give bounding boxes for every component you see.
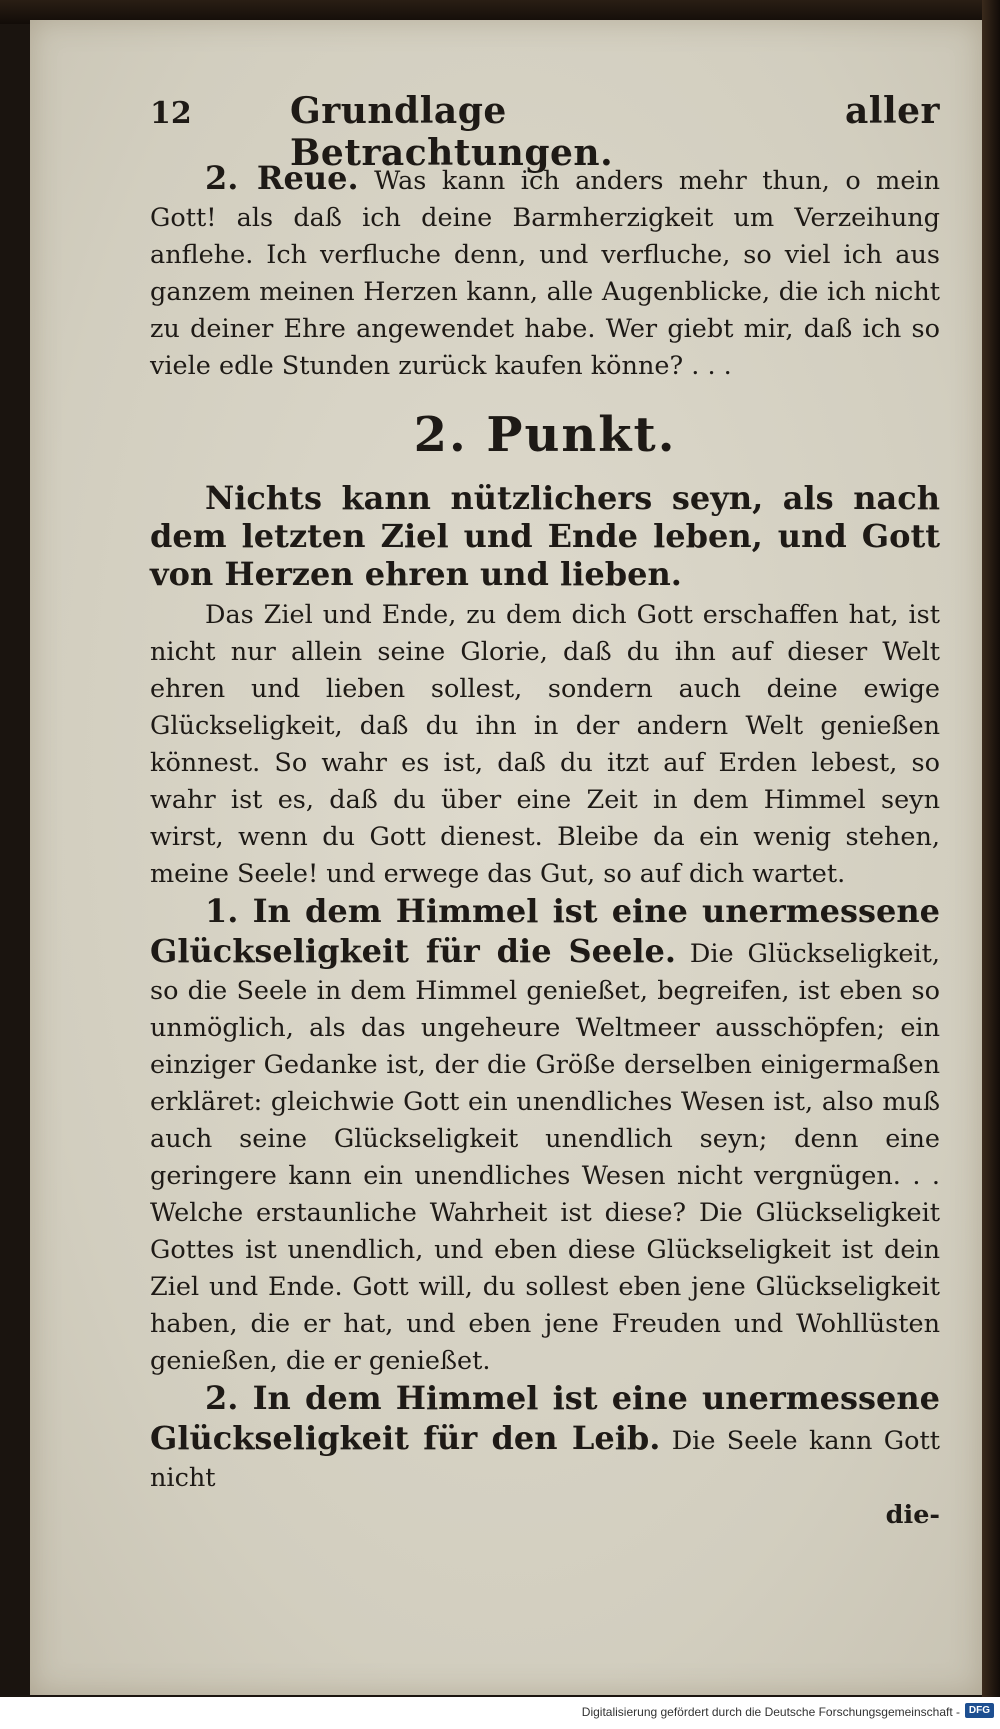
paragraph-text: Was kann ich anders mehr thun, o mein Gott! als daß ich deine Barmherzigkeit um Verzeihung anflehe. Ich verfluche denn, und verfluche, so viel ich aus ganzem meinen Herzen kann, alle Augenblicke, die ich nicht zu deiner Ehre angewendet habe. Wer giebt mir, daß ich so viele edle Stunden zurück kaufen könne? . . . bbox=[150, 166, 940, 381]
paragraph-leib bbox=[150, 1380, 940, 1497]
section-heading: Nichts kann nützlichers seyn, als nach dem letzten Ziel und Ende leben, und Gott von Herzen ehren und lieben. bbox=[150, 479, 940, 593]
paragraph-lead: 2. Reue. bbox=[205, 159, 359, 197]
paragraph-reue bbox=[150, 160, 940, 385]
page-number: 12 bbox=[150, 96, 192, 131]
running-head: Grundlage aller Betrachtungen. bbox=[290, 90, 940, 174]
paragraph-lead: 1. In dem Himmel ist eine unermessene Glückseligkeit für die Seele. bbox=[150, 892, 940, 970]
funding-credit: Digitalisierung gefördert durch die Deutsche Forschungsgemeinschaft - bbox=[581, 1705, 960, 1719]
paragraph-seele bbox=[150, 893, 940, 1380]
digitization-footer bbox=[0, 1697, 1000, 1729]
paragraph-lead: 2. In dem Himmel ist eine unermessene Glückseligkeit für den Leib. bbox=[150, 1379, 940, 1457]
section-title: 2. Punkt. bbox=[413, 407, 677, 463]
book-edge bbox=[982, 0, 1000, 1700]
page-content bbox=[150, 90, 940, 1534]
dfg-logo: DFG bbox=[965, 1703, 994, 1718]
page-header bbox=[150, 90, 940, 174]
paragraph-ziel: Das Ziel und Ende, zu dem dich Gott erschaffen hat, ist nicht nur allein seine Glorie, daß du ihn auf dieser Welt ehren und lieben sollest, sondern auch deine ewige Glückseligkeit, daß du ihn in der andern Welt genießen könnest. So wahr es ist, daß du itzt auf Erden lebest, so wahr ist es, daß du über eine Zeit in dem Himmel seyn wirst, wenn du Gott dienest. Bleibe da ein wenig stehen, meine Seele! und erwege das Gut, so auf dich wartet. bbox=[150, 600, 940, 889]
paragraph-text: Die Glückseligkeit, so die Seele in dem Himmel genießet, begreifen, ist eben so unmöglich, als das ungeheure Weltmeer ausschöpfen; ein einziger Gedanke ist, der die Größe derselben einigermaßen erkläret: gleichwie Gott ein unendliches Wesen ist, also muß auch seine Glückseligkeit unendlich seyn; denn eine geringere kann ein unendliches Wesen nicht vergnügen. . . Welche erstaunliche Wahrheit ist diese? Die Glückseligkeit Gottes ist unendlich, und eben diese Glückseligkeit ist dein Ziel und Ende. Gott will, du sollest eben jene Glückseligkeit haben, die er hat, und eben jene Freuden und Wohllüsten genießen, die er genießet. bbox=[150, 939, 941, 1376]
catchword: die- bbox=[885, 1500, 940, 1530]
paragraph-text: Die Seele kann Gott nicht bbox=[150, 1426, 940, 1493]
